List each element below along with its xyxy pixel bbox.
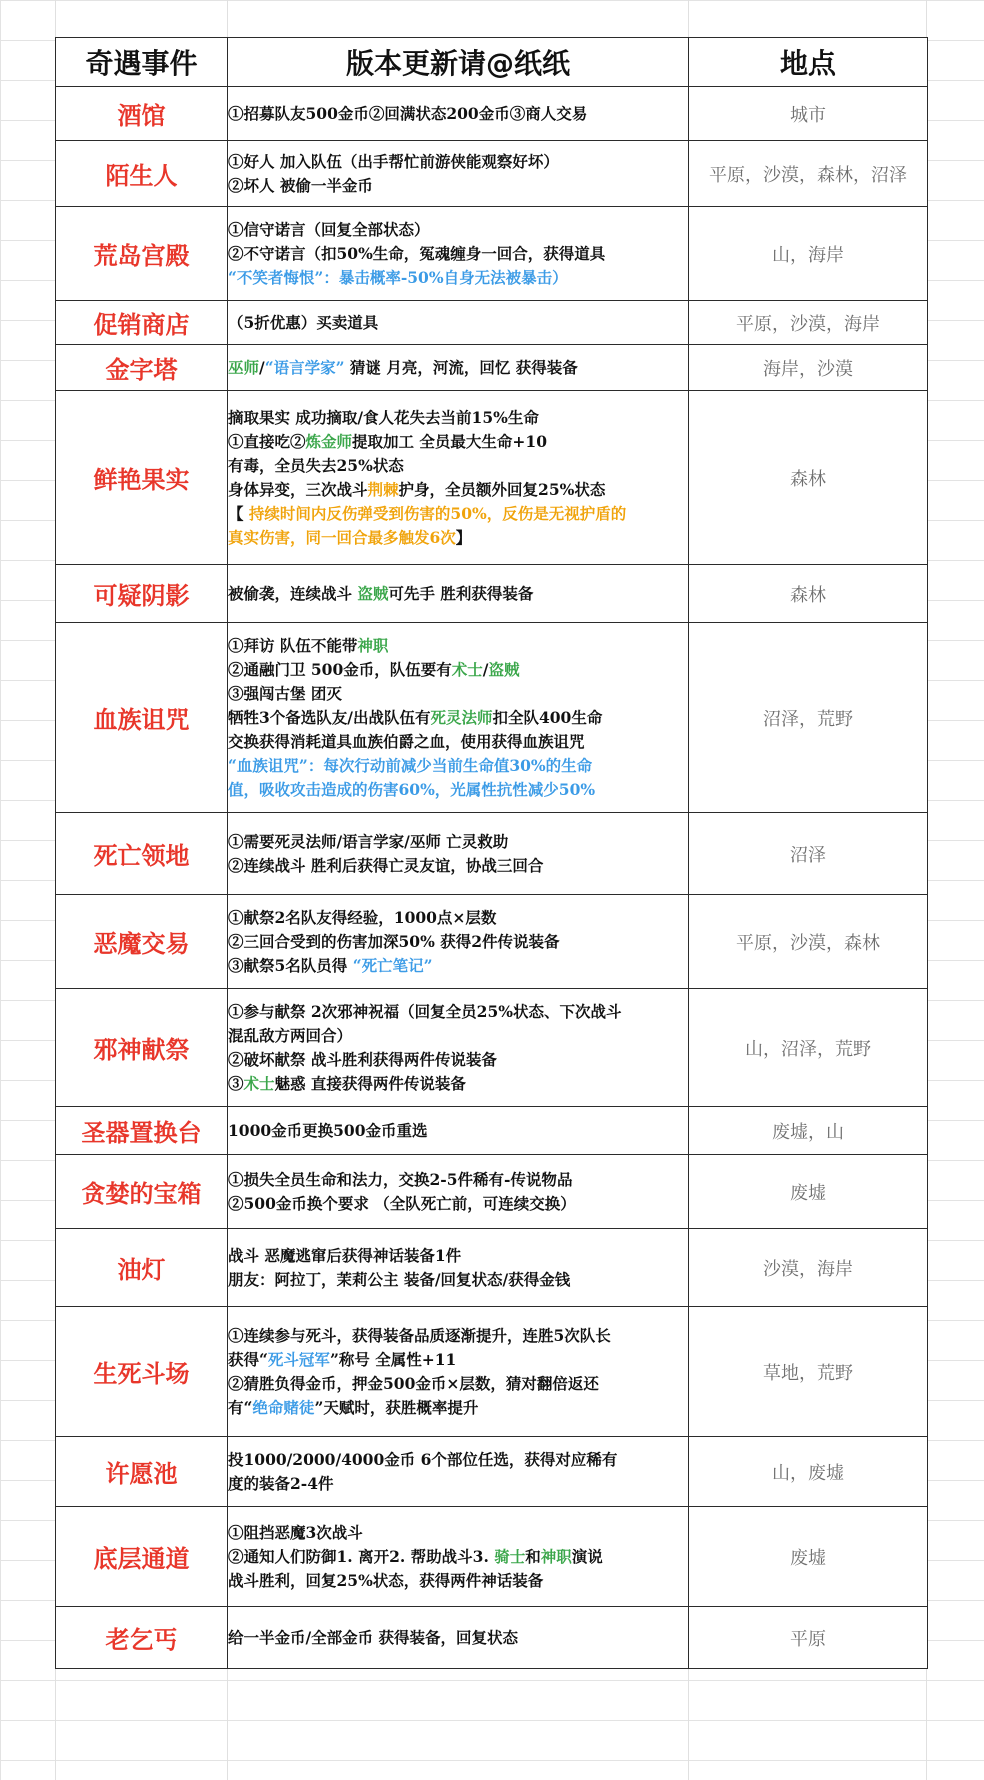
event-location-cell[interactable]: 森林 bbox=[689, 391, 928, 565]
description-line bbox=[228, 930, 688, 954]
description-line bbox=[228, 1396, 688, 1420]
table-row bbox=[56, 989, 928, 1107]
event-location-cell[interactable]: 沼泽，荒野 bbox=[689, 623, 928, 813]
description-text: ②500金币换个要求 （全队死亡前，可连续交换） bbox=[228, 1193, 576, 1213]
description-text: ③ bbox=[228, 1073, 244, 1093]
description-line bbox=[228, 1268, 688, 1292]
description-line bbox=[228, 1569, 688, 1593]
description-text: ②猜胜负得金币，押金500金币×层数，猜对翻倍返还 bbox=[228, 1373, 599, 1393]
event-location-cell[interactable]: 平原，沙漠，海岸 bbox=[689, 301, 928, 345]
event-name-cell[interactable]: 老乞丐 bbox=[56, 1607, 228, 1669]
table-row bbox=[56, 1307, 928, 1437]
description-text: 1000金币更换500金币重选 bbox=[228, 1120, 428, 1140]
description-text: ①直接吃② bbox=[228, 431, 306, 451]
description-line bbox=[228, 526, 688, 550]
description-line bbox=[228, 830, 688, 854]
table-row bbox=[56, 1607, 928, 1669]
description-text: ②通融门卫 500金币，队伍要有 bbox=[228, 659, 452, 679]
description-line bbox=[228, 754, 688, 778]
event-name-cell[interactable]: 底层通道 bbox=[56, 1507, 228, 1607]
event-name-cell[interactable]: 血族诅咒 bbox=[56, 623, 228, 813]
highlight-text: “语言学家” bbox=[264, 357, 345, 377]
description-text: ③强闯古堡 团灭 bbox=[228, 683, 342, 703]
description-line bbox=[228, 174, 688, 198]
description-text: ②坏人 被偷一半金币 bbox=[228, 175, 373, 195]
event-name-cell[interactable]: 许愿池 bbox=[56, 1437, 228, 1507]
description-line bbox=[228, 430, 688, 454]
description-line bbox=[228, 406, 688, 430]
highlight-text: “死亡笔记” bbox=[352, 955, 433, 975]
description-text: ①阻挡恶魔3次战斗 bbox=[228, 1522, 363, 1542]
header-location[interactable]: 地点 bbox=[689, 38, 928, 87]
description-text: / bbox=[482, 659, 489, 679]
events-table bbox=[55, 37, 928, 1669]
description-text: 扣全队400生命 bbox=[492, 707, 603, 727]
table-row bbox=[56, 301, 928, 345]
description-text: 投1000/2000/4000金币 6个部位任选，获得对应稀有 bbox=[228, 1449, 618, 1469]
table-row bbox=[56, 895, 928, 989]
highlight-text: “血族诅咒”：每次行动前减少当前生命值30%的生命 bbox=[228, 755, 593, 775]
description-text: ②通知人们防御1. 离开2. 帮助战斗3. bbox=[228, 1546, 495, 1566]
description-text: ③献祭5名队员得 bbox=[228, 955, 353, 975]
event-name-cell[interactable]: 鲜艳果实 bbox=[56, 391, 228, 565]
table-row bbox=[56, 1107, 928, 1155]
event-description-cell[interactable] bbox=[228, 1607, 689, 1669]
description-line bbox=[228, 1072, 688, 1096]
event-location-cell[interactable]: 山，废墟 bbox=[689, 1437, 928, 1507]
highlight-text: 炼金师 bbox=[305, 431, 353, 451]
highlight-text: 术士 bbox=[451, 659, 483, 679]
description-line bbox=[228, 1244, 688, 1268]
event-location-cell[interactable]: 平原，沙漠，森林，沼泽 bbox=[689, 141, 928, 207]
description-text: 魅惑 直接获得两件传说装备 bbox=[274, 1073, 466, 1093]
event-location-cell[interactable]: 山，海岸 bbox=[689, 207, 928, 301]
event-description-cell[interactable] bbox=[228, 1437, 689, 1507]
header-description[interactable]: 版本更新请@纸纸 bbox=[228, 38, 689, 87]
description-text: ”称号 全属性+11 bbox=[329, 1349, 457, 1369]
description-line bbox=[228, 1372, 688, 1396]
description-text: 有“ bbox=[228, 1397, 253, 1417]
description-line bbox=[228, 634, 688, 658]
description-text: 【 bbox=[228, 503, 249, 523]
description-text: 演说 bbox=[571, 1546, 603, 1566]
event-location-cell[interactable]: 草地，荒野 bbox=[689, 1307, 928, 1437]
description-text: 护身，全员额外回复25%状态 bbox=[398, 479, 606, 499]
highlight-text: 真实伤害，同一回合最多触发6次 bbox=[228, 527, 456, 547]
description-line bbox=[228, 1324, 688, 1348]
description-text: 和 bbox=[525, 1546, 541, 1566]
highlight-text: 绝命赌徒 bbox=[252, 1397, 315, 1417]
description-line bbox=[228, 1448, 688, 1472]
description-text: 】 bbox=[455, 527, 472, 547]
description-text: ”天赋时，获胜概率提升 bbox=[314, 1397, 479, 1417]
event-location-cell[interactable]: 废墟，山 bbox=[689, 1107, 928, 1155]
description-text: 可先手 胜利获得装备 bbox=[388, 583, 534, 603]
event-name-cell[interactable]: 促销商店 bbox=[56, 301, 228, 345]
table-row bbox=[56, 565, 928, 623]
description-text: 摘取果实 成功摘取/食人花失去当前15%生命 bbox=[228, 407, 539, 427]
description-text: 有毒，全员失去25%状态 bbox=[228, 455, 404, 475]
event-name-cell[interactable]: 荒岛宫殿 bbox=[56, 207, 228, 301]
table-row bbox=[56, 207, 928, 301]
description-text: / bbox=[259, 357, 265, 377]
event-location-cell[interactable]: 山，沼泽，荒野 bbox=[689, 989, 928, 1107]
event-name-cell[interactable]: 金字塔 bbox=[56, 345, 228, 391]
event-name-cell[interactable]: 油灯 bbox=[56, 1229, 228, 1307]
description-line bbox=[228, 1192, 688, 1216]
description-text: ②三回合受到的伤害加深50% 获得2件传说装备 bbox=[228, 931, 560, 951]
table-row bbox=[56, 141, 928, 207]
event-description-cell[interactable] bbox=[228, 87, 689, 141]
description-text: ①参与献祭 2次邪神祝福（回复全员25%状态、下次战斗 bbox=[228, 1001, 622, 1021]
event-name-cell[interactable]: 死亡领地 bbox=[56, 813, 228, 895]
description-text: 牺牲3个备选队友/出战队伍有 bbox=[228, 707, 431, 727]
description-line bbox=[228, 150, 688, 174]
event-description-cell[interactable] bbox=[228, 813, 689, 895]
highlight-text: 值，吸收攻击造成的伤害60%，光属性抗性减少50% bbox=[228, 779, 596, 799]
event-location-cell[interactable]: 森林 bbox=[689, 565, 928, 623]
description-text: ①信守诺言（回复全部状态） bbox=[228, 219, 430, 239]
table-row bbox=[56, 1437, 928, 1507]
event-location-cell[interactable]: 海岸，沙漠 bbox=[689, 345, 928, 391]
description-text: 战斗 恶魔逃窜后获得神话装备1件 bbox=[228, 1245, 462, 1265]
table-row bbox=[56, 1155, 928, 1229]
description-line bbox=[228, 1626, 688, 1650]
description-text: 身体异变，三次战斗 bbox=[228, 479, 368, 499]
event-name-cell[interactable]: 可疑阴影 bbox=[56, 565, 228, 623]
event-location-cell[interactable]: 废墟 bbox=[689, 1155, 928, 1229]
event-name-cell[interactable]: 陌生人 bbox=[56, 141, 228, 207]
table-row bbox=[56, 813, 928, 895]
description-line bbox=[228, 454, 688, 478]
description-line bbox=[228, 1000, 688, 1024]
event-description-cell[interactable] bbox=[228, 1307, 689, 1437]
description-line bbox=[228, 1521, 688, 1545]
event-description-cell[interactable] bbox=[228, 207, 689, 301]
description-line bbox=[228, 582, 688, 606]
table-row bbox=[56, 87, 928, 141]
description-line bbox=[228, 906, 688, 930]
event-description-cell[interactable] bbox=[228, 141, 689, 207]
event-description-cell[interactable] bbox=[228, 301, 689, 345]
highlight-text: 巫师 bbox=[228, 357, 260, 377]
description-text: 提取加工 全员最大生命+10 bbox=[352, 431, 547, 451]
event-description-cell[interactable] bbox=[228, 623, 689, 813]
event-description-cell[interactable] bbox=[228, 989, 689, 1107]
description-line bbox=[228, 1048, 688, 1072]
header-event[interactable]: 奇遇事件 bbox=[56, 38, 228, 87]
description-line bbox=[228, 1024, 688, 1048]
event-location-cell[interactable]: 平原 bbox=[689, 1607, 928, 1669]
highlight-text: 持续时间内反伤弹受到伤害的50%，反伤是无视护盾的 bbox=[248, 503, 627, 523]
description-text: 战斗胜利，回复25%状态，获得两件神话装备 bbox=[228, 1570, 544, 1590]
highlight-text: 神职 bbox=[357, 635, 389, 655]
description-line bbox=[228, 778, 688, 802]
event-location-cell[interactable]: 城市 bbox=[689, 87, 928, 141]
description-line bbox=[228, 478, 688, 502]
description-line bbox=[228, 706, 688, 730]
table-row bbox=[56, 345, 928, 391]
description-text: 朋友：阿拉丁，茉莉公主 装备/回复状态/获得金钱 bbox=[228, 1269, 571, 1289]
table-row bbox=[56, 623, 928, 813]
event-name-cell[interactable]: 贪婪的宝箱 bbox=[56, 1155, 228, 1229]
description-text: ②不守诺言（扣50%生命，冤魂缠身一回合，获得道具 bbox=[228, 243, 606, 263]
event-name-cell[interactable]: 酒馆 bbox=[56, 87, 228, 141]
description-text: ①招募队友500金币②回满状态200金币③商人交易 bbox=[228, 103, 588, 123]
highlight-text: 盗贼 bbox=[357, 583, 389, 603]
event-description-cell[interactable] bbox=[228, 1155, 689, 1229]
description-text: 被偷袭，连续战斗 bbox=[228, 583, 358, 603]
description-line bbox=[228, 1119, 688, 1143]
highlight-text: 盗贼 bbox=[488, 659, 520, 679]
description-line bbox=[228, 1168, 688, 1192]
description-line bbox=[228, 682, 688, 706]
event-location-cell[interactable]: 沙漠，海岸 bbox=[689, 1229, 928, 1307]
event-description-cell[interactable] bbox=[228, 1229, 689, 1307]
highlight-text: 神职 bbox=[540, 1546, 572, 1566]
event-description-cell[interactable] bbox=[228, 895, 689, 989]
event-name-cell[interactable]: 圣器置换台 bbox=[56, 1107, 228, 1155]
description-line bbox=[228, 954, 688, 978]
description-text: 混乱敌方两回合） bbox=[228, 1025, 353, 1045]
event-name-cell[interactable]: 生死斗场 bbox=[56, 1307, 228, 1437]
highlight-text: 骑士 bbox=[494, 1546, 526, 1566]
highlight-text: “不笑者悔恨”：暴击概率-50%自身无法被暴击） bbox=[228, 267, 568, 287]
highlight-text: 死灵法师 bbox=[430, 707, 493, 727]
description-text: ①损失全员生命和法力，交换2-5件稀有-传说物品 bbox=[228, 1169, 573, 1189]
event-location-cell[interactable]: 平原，沙漠，森林 bbox=[689, 895, 928, 989]
event-description-cell[interactable] bbox=[228, 391, 689, 565]
event-description-cell[interactable] bbox=[228, 1507, 689, 1607]
highlight-text: 荆棘 bbox=[367, 479, 399, 499]
event-location-cell[interactable]: 废墟 bbox=[689, 1507, 928, 1607]
table-row bbox=[56, 1507, 928, 1607]
description-line bbox=[228, 502, 688, 526]
description-line bbox=[228, 242, 688, 266]
description-text: 交换获得消耗道具血族伯爵之血，使用获得血族诅咒 bbox=[228, 731, 585, 751]
description-text: ②连续战斗 胜利后获得亡灵友谊，协战三回合 bbox=[228, 855, 544, 875]
event-location-cell[interactable]: 沼泽 bbox=[689, 813, 928, 895]
description-text: ②破坏献祭 战斗胜利获得两件传说装备 bbox=[228, 1049, 497, 1069]
description-text: ①好人 加入队伍（出手帮忙前游侠能观察好坏） bbox=[228, 151, 559, 171]
header-row bbox=[56, 38, 928, 87]
table-row bbox=[56, 1229, 928, 1307]
description-line bbox=[228, 1472, 688, 1496]
description-line bbox=[228, 102, 688, 126]
description-line bbox=[228, 356, 688, 380]
description-text: ①献祭2名队友得经验，1000点×层数 bbox=[228, 907, 497, 927]
description-line bbox=[228, 854, 688, 878]
highlight-text: 术士 bbox=[243, 1073, 275, 1093]
highlight-text: 死斗冠军 bbox=[267, 1349, 330, 1369]
description-text: 猜谜 月亮，河流，回忆 获得装备 bbox=[344, 357, 578, 377]
description-line bbox=[228, 730, 688, 754]
description-line bbox=[228, 266, 688, 290]
description-text: ①连续参与死斗，获得装备品质逐渐提升，连胜5次队长 bbox=[228, 1325, 611, 1345]
event-description-cell[interactable] bbox=[228, 345, 689, 391]
description-text: ①需要死灵法师/语言学家/巫师 亡灵救助 bbox=[228, 831, 509, 851]
description-text: 给一半金币/全部金币 获得装备，回复状态 bbox=[228, 1627, 519, 1647]
event-description-cell[interactable] bbox=[228, 565, 689, 623]
description-line bbox=[228, 311, 688, 335]
description-line bbox=[228, 1348, 688, 1372]
description-text: ①拜访 队伍不能带 bbox=[228, 635, 358, 655]
event-name-cell[interactable]: 恶魔交易 bbox=[56, 895, 228, 989]
description-line bbox=[228, 1545, 688, 1569]
description-text: 度的装备2-4件 bbox=[228, 1473, 334, 1493]
description-text: 获得“ bbox=[228, 1349, 268, 1369]
description-text: （5折优惠）买卖道具 bbox=[228, 312, 379, 332]
event-description-cell[interactable] bbox=[228, 1107, 689, 1155]
description-line bbox=[228, 218, 688, 242]
description-line bbox=[228, 658, 688, 682]
event-name-cell[interactable]: 邪神献祭 bbox=[56, 989, 228, 1107]
table-row bbox=[56, 391, 928, 565]
